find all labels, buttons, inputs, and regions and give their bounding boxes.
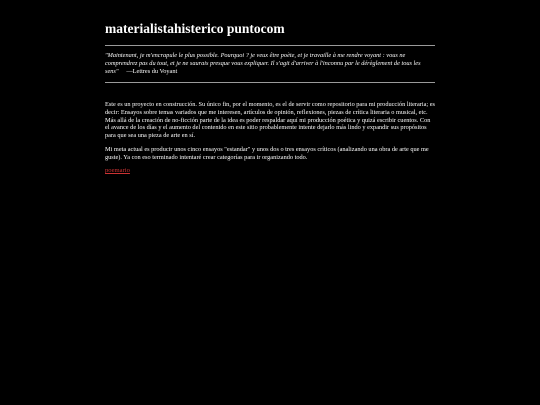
divider-bottom [105,82,435,83]
site-title: materialistahisterico puntocom [105,21,285,36]
divider-top [105,45,435,46]
goals-paragraph: Mi meta actual es producir unos cinco ensayos "estandar" y unos dos o tres ensayos críticos (analizando una obra de arte que me guste). Ya con eso terminado intentaré crear categorías para ir organizando todo. [105,146,429,161]
epigraph-citation: —Lettres du Voyant [126,68,178,76]
epigraph-quote: "Maintenant, je m'encrapule le plus possible. Pourquoi ? je veux être poète, et je travaille à me rendre voyant : vous ne comprendrez pas du tout, et je ne saurais presque vous expliquer. Il s'agit d'arriver à l'inconnu par le dérèglement de tous les sens" [105,52,421,76]
poemario-link[interactable]: poemario [105,167,130,174]
epigraph [105,52,433,76]
intro-paragraph: Este es un proyecto en construcción. Su único fin, por el momento, es el de servir como repositorio para mi producción literaria; es decir: Ensayos sobre temas variados que me interesen, artículos de opinión, reflexiones, piezas de crítica literaria o musical, etc. Más allá de la creación de no-ficción parte de la idea es poder respaldar aquí mi producción poética y quizá escribir cuentos. Con el avance de los días y el aumento del contenido en este sitio probablemente intente dejarlo más lindo y expandir sus propósitos para que sea una pieza de arte en sí. [105,101,435,140]
